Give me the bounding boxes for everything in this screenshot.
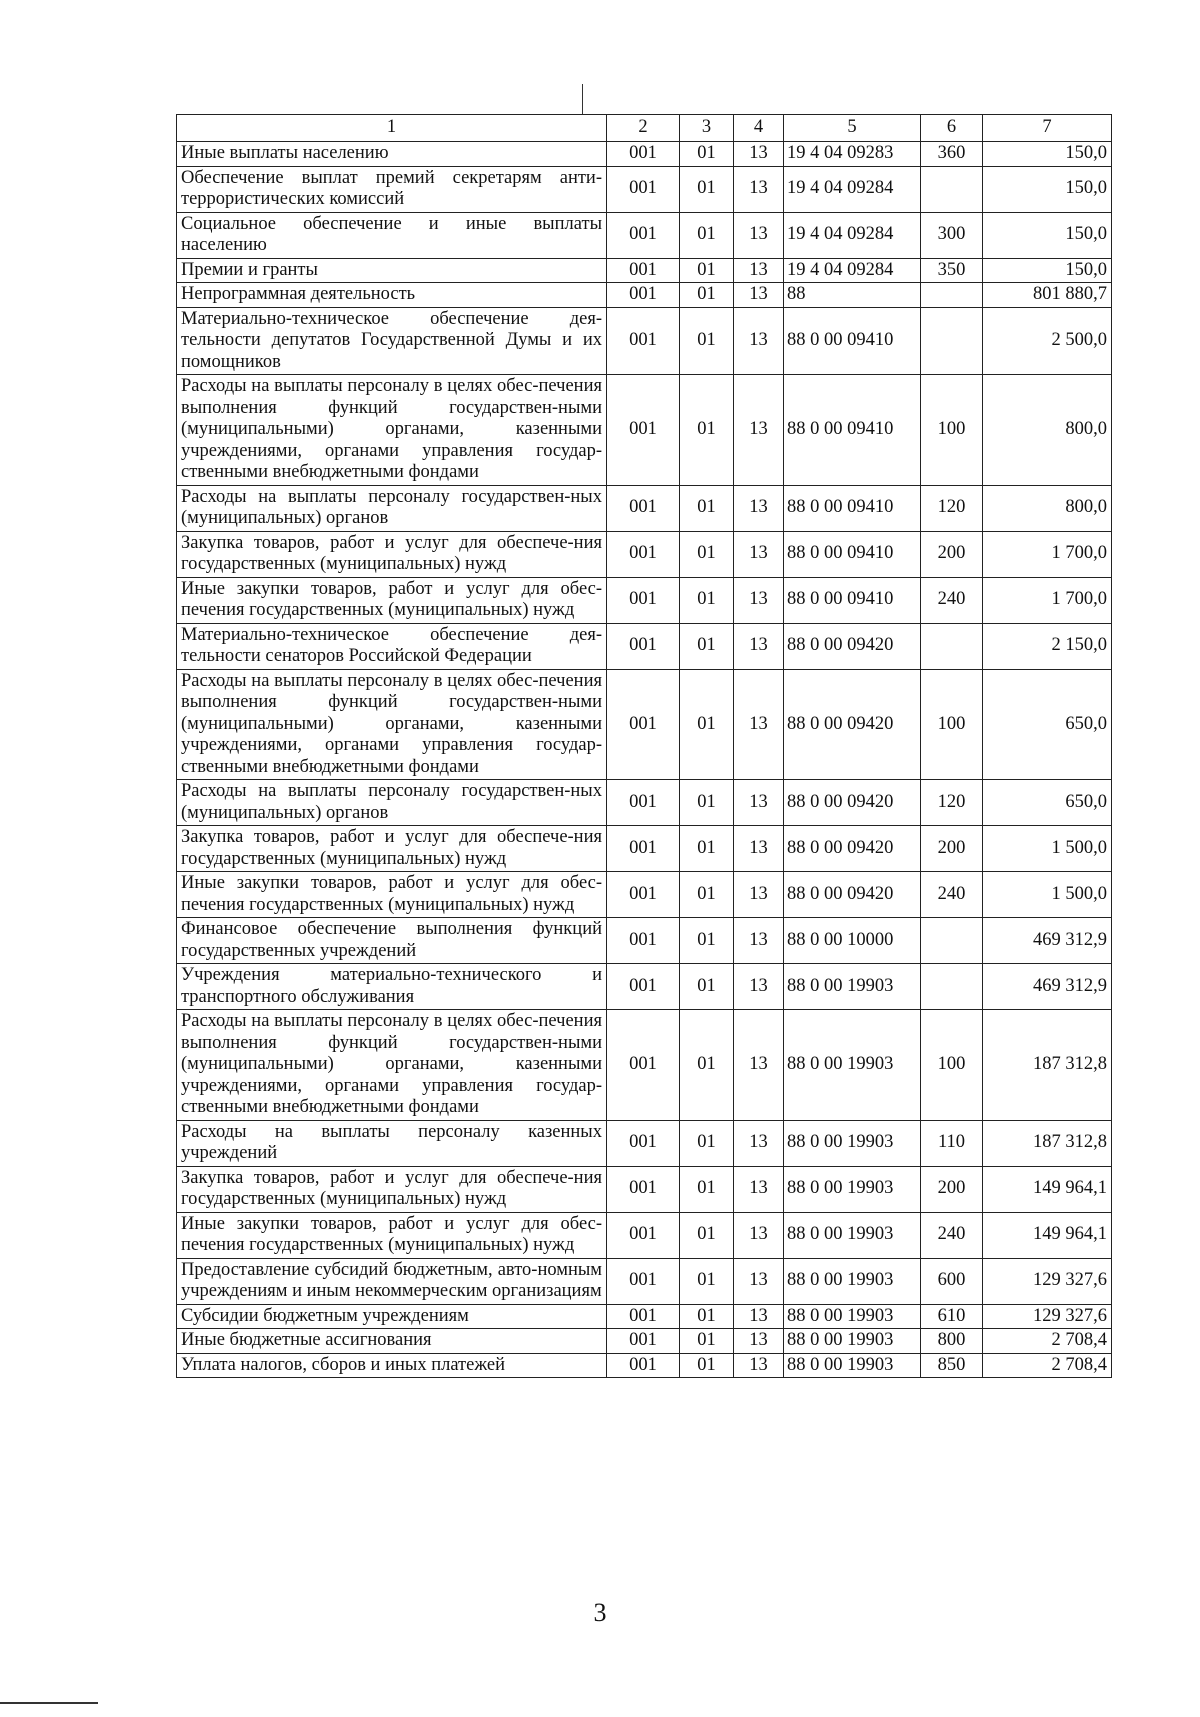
amount: 129 327,6: [983, 1258, 1112, 1304]
subsection-code: 13: [734, 872, 784, 918]
amount: 2 150,0: [983, 623, 1112, 669]
expense-type-code: [921, 166, 983, 212]
amount: 1 500,0: [983, 872, 1112, 918]
ministry-code: 001: [607, 531, 680, 577]
table-row: [177, 1010, 1112, 1121]
target-article-code: 88 0 00 19903: [784, 964, 921, 1010]
row-name: Закупка товаров, работ и услуг для обеспече-ния государственных (муниципальных) нужд: [177, 826, 607, 872]
table-row: [177, 1258, 1112, 1304]
amount: 150,0: [983, 166, 1112, 212]
table-row: [177, 1212, 1112, 1258]
ministry-code: 001: [607, 1010, 680, 1121]
target-article-code: 88 0 00 09420: [784, 669, 921, 780]
section-code: 01: [680, 1212, 734, 1258]
table-row: [177, 1120, 1112, 1166]
section-code: 01: [680, 142, 734, 167]
amount: 187 312,8: [983, 1120, 1112, 1166]
amount: 2 708,4: [983, 1329, 1112, 1354]
amount: 150,0: [983, 212, 1112, 258]
target-article-code: 88 0 00 09420: [784, 623, 921, 669]
subsection-code: 13: [734, 780, 784, 826]
target-article-code: 88 0 00 19903: [784, 1304, 921, 1329]
subsection-code: 13: [734, 1258, 784, 1304]
expense-type-code: 600: [921, 1258, 983, 1304]
ministry-code: 001: [607, 577, 680, 623]
subsection-code: 13: [734, 307, 784, 375]
ministry-code: 001: [607, 258, 680, 283]
target-article-code: 88 0 00 09410: [784, 307, 921, 375]
expense-type-code: 200: [921, 1166, 983, 1212]
row-name: Закупка товаров, работ и услуг для обеспече-ния государственных (муниципальных) нужд: [177, 1166, 607, 1212]
row-name: Непрограммная деятельность: [177, 283, 607, 308]
ministry-code: 001: [607, 1212, 680, 1258]
table-row: [177, 212, 1112, 258]
target-article-code: 88 0 00 09410: [784, 485, 921, 531]
subsection-code: 13: [734, 964, 784, 1010]
row-name: Социальное обеспечение и иные выплаты населению: [177, 212, 607, 258]
target-article-code: 88 0 00 09420: [784, 826, 921, 872]
table-body: [177, 115, 1112, 1378]
section-code: 01: [680, 872, 734, 918]
expense-type-code: 240: [921, 872, 983, 918]
table-row: [177, 1329, 1112, 1354]
subsection-code: 13: [734, 485, 784, 531]
section-code: 01: [680, 1258, 734, 1304]
amount: 1 700,0: [983, 531, 1112, 577]
row-name: Расходы на выплаты персоналу государствен-ных (муниципальных) органов: [177, 780, 607, 826]
subsection-code: 13: [734, 531, 784, 577]
subsection-code: 13: [734, 1166, 784, 1212]
header-cell-5: 5: [784, 115, 921, 142]
target-article-code: 88 0 00 19903: [784, 1353, 921, 1378]
header-cell-4: 4: [734, 115, 784, 142]
expense-type-code: 200: [921, 531, 983, 577]
expense-type-code: 240: [921, 1212, 983, 1258]
table-row: [177, 485, 1112, 531]
subsection-code: 13: [734, 1353, 784, 1378]
ministry-code: 001: [607, 826, 680, 872]
header-cell-1: 1: [177, 115, 607, 142]
subsection-code: 13: [734, 1010, 784, 1121]
target-article-code: 19 4 04 09283: [784, 142, 921, 167]
table-row: [177, 964, 1112, 1010]
subsection-code: 13: [734, 1120, 784, 1166]
subsection-code: 13: [734, 212, 784, 258]
section-code: 01: [680, 531, 734, 577]
row-name: Учреждения материально-технического и транспортного обслуживания: [177, 964, 607, 1010]
expense-type-code: 100: [921, 375, 983, 486]
section-code: 01: [680, 212, 734, 258]
table-row: [177, 142, 1112, 167]
ministry-code: 001: [607, 166, 680, 212]
row-name: Уплата налогов, сборов и иных платежей: [177, 1353, 607, 1378]
expense-type-code: [921, 283, 983, 308]
amount: 2 500,0: [983, 307, 1112, 375]
row-name: Иные бюджетные ассигнования: [177, 1329, 607, 1354]
ministry-code: 001: [607, 485, 680, 531]
subsection-code: 13: [734, 826, 784, 872]
row-name: Расходы на выплаты персоналу в целях обес-печения выполнения функций государствен-ными (муниципальными) органами, казенными учреждениями, органами управления государ-ственными внебюджетными фондами: [177, 375, 607, 486]
ministry-code: 001: [607, 142, 680, 167]
section-code: 01: [680, 1353, 734, 1378]
row-name: Иные выплаты населению: [177, 142, 607, 167]
ministry-code: 001: [607, 1329, 680, 1354]
ministry-code: 001: [607, 872, 680, 918]
subsection-code: 13: [734, 669, 784, 780]
expense-type-code: [921, 623, 983, 669]
table-row: [177, 1353, 1112, 1378]
expense-type-code: 100: [921, 1010, 983, 1121]
subsection-code: 13: [734, 1304, 784, 1329]
expense-type-code: 610: [921, 1304, 983, 1329]
section-code: 01: [680, 964, 734, 1010]
row-name: Иные закупки товаров, работ и услуг для обес-печения государственных (муниципальных) нужд: [177, 1212, 607, 1258]
row-name: Расходы на выплаты персоналу государствен-ных (муниципальных) органов: [177, 485, 607, 531]
ministry-code: 001: [607, 669, 680, 780]
row-name: Расходы на выплаты персоналу казенных учреждений: [177, 1120, 607, 1166]
row-name: Закупка товаров, работ и услуг для обеспече-ния государственных (муниципальных) нужд: [177, 531, 607, 577]
section-code: 01: [680, 1304, 734, 1329]
expense-type-code: 800: [921, 1329, 983, 1354]
expense-type-code: 120: [921, 780, 983, 826]
scan-artifact-bottom: [0, 1702, 98, 1704]
target-article-code: 88 0 00 19903: [784, 1010, 921, 1121]
section-code: 01: [680, 1166, 734, 1212]
subsection-code: 13: [734, 918, 784, 964]
row-name: Иные закупки товаров, работ и услуг для обес-печения государственных (муниципальных) нужд: [177, 872, 607, 918]
target-article-code: 88 0 00 09420: [784, 872, 921, 918]
expense-type-code: 100: [921, 669, 983, 780]
section-code: 01: [680, 1329, 734, 1354]
table-row: [177, 258, 1112, 283]
table-row: [177, 375, 1112, 486]
amount: 800,0: [983, 375, 1112, 486]
target-article-code: 88 0 00 19903: [784, 1329, 921, 1354]
expense-type-code: 360: [921, 142, 983, 167]
target-article-code: 88 0 00 09410: [784, 531, 921, 577]
amount: 150,0: [983, 258, 1112, 283]
target-article-code: 19 4 04 09284: [784, 166, 921, 212]
table-row: [177, 872, 1112, 918]
ministry-code: 001: [607, 623, 680, 669]
target-article-code: 88 0 00 19903: [784, 1212, 921, 1258]
table-row: [177, 826, 1112, 872]
subsection-code: 13: [734, 142, 784, 167]
expense-type-code: 110: [921, 1120, 983, 1166]
table-row: [177, 307, 1112, 375]
amount: 469 312,9: [983, 918, 1112, 964]
target-article-code: 88 0 00 19903: [784, 1120, 921, 1166]
ministry-code: 001: [607, 283, 680, 308]
section-code: 01: [680, 1120, 734, 1166]
header-cell-6: 6: [921, 115, 983, 142]
subsection-code: 13: [734, 577, 784, 623]
target-article-code: 88 0 00 19903: [784, 1166, 921, 1212]
amount: 149 964,1: [983, 1212, 1112, 1258]
subsection-code: 13: [734, 258, 784, 283]
amount: 650,0: [983, 780, 1112, 826]
header-row: [177, 115, 1112, 142]
amount: 650,0: [983, 669, 1112, 780]
target-article-code: 88 0 00 09420: [784, 780, 921, 826]
row-name: Субсидии бюджетным учреждениям: [177, 1304, 607, 1329]
expense-type-code: 200: [921, 826, 983, 872]
amount: 149 964,1: [983, 1166, 1112, 1212]
subsection-code: 13: [734, 283, 784, 308]
expense-type-code: 850: [921, 1353, 983, 1378]
row-name: Материально-техническое обеспечение дея-тельности депутатов Государственной Думы и их помощников: [177, 307, 607, 375]
section-code: 01: [680, 623, 734, 669]
target-article-code: 88 0 00 09410: [784, 577, 921, 623]
ministry-code: 001: [607, 1353, 680, 1378]
section-code: 01: [680, 166, 734, 212]
subsection-code: 13: [734, 1212, 784, 1258]
target-article-code: 88: [784, 283, 921, 308]
amount: 801 880,7: [983, 283, 1112, 308]
expense-type-code: 240: [921, 577, 983, 623]
header-cell-2: 2: [607, 115, 680, 142]
amount: 1 500,0: [983, 826, 1112, 872]
subsection-code: 13: [734, 166, 784, 212]
section-code: 01: [680, 258, 734, 283]
target-article-code: 88 0 00 19903: [784, 1258, 921, 1304]
amount: 469 312,9: [983, 964, 1112, 1010]
row-name: Расходы на выплаты персоналу в целях обес-печения выполнения функций государствен-ными (муниципальными) органами, казенными учреждениями, органами управления государ-ственными внебюджетными фондами: [177, 669, 607, 780]
ministry-code: 001: [607, 375, 680, 486]
table-row: [177, 669, 1112, 780]
section-code: 01: [680, 485, 734, 531]
ministry-code: 001: [607, 307, 680, 375]
ministry-code: 001: [607, 212, 680, 258]
section-code: 01: [680, 780, 734, 826]
scan-artifact-top: [582, 84, 583, 114]
row-name: Финансовое обеспечение выполнения функций государственных учреждений: [177, 918, 607, 964]
target-article-code: 88 0 00 09410: [784, 375, 921, 486]
amount: 2 708,4: [983, 1353, 1112, 1378]
header-cell-3: 3: [680, 115, 734, 142]
row-name: Материально-техническое обеспечение дея-тельности сенаторов Российской Федерации: [177, 623, 607, 669]
table-row: [177, 283, 1112, 308]
section-code: 01: [680, 577, 734, 623]
table-row: [177, 918, 1112, 964]
ministry-code: 001: [607, 1304, 680, 1329]
expense-type-code: [921, 307, 983, 375]
section-code: 01: [680, 826, 734, 872]
row-name: Премии и гранты: [177, 258, 607, 283]
section-code: 01: [680, 1010, 734, 1121]
expense-type-code: 120: [921, 485, 983, 531]
row-name: Иные закупки товаров, работ и услуг для обес-печения государственных (муниципальных) нужд: [177, 577, 607, 623]
ministry-code: 001: [607, 1166, 680, 1212]
amount: 800,0: [983, 485, 1112, 531]
row-name: Предоставление субсидий бюджетным, авто-номным учреждениям и иным некоммерческим организациям: [177, 1258, 607, 1304]
header-cell-7: 7: [983, 115, 1112, 142]
section-code: 01: [680, 283, 734, 308]
amount: 129 327,6: [983, 1304, 1112, 1329]
amount: 1 700,0: [983, 577, 1112, 623]
expense-type-code: [921, 918, 983, 964]
table-row: [177, 1166, 1112, 1212]
ministry-code: 001: [607, 964, 680, 1010]
section-code: 01: [680, 307, 734, 375]
table-row: [177, 1304, 1112, 1329]
expense-type-code: 350: [921, 258, 983, 283]
amount: 187 312,8: [983, 1010, 1112, 1121]
target-article-code: 19 4 04 09284: [784, 212, 921, 258]
ministry-code: 001: [607, 780, 680, 826]
target-article-code: 19 4 04 09284: [784, 258, 921, 283]
budget-table: [176, 114, 1112, 1378]
table-row: [177, 531, 1112, 577]
section-code: 01: [680, 375, 734, 486]
ministry-code: 001: [607, 1258, 680, 1304]
row-name: Расходы на выплаты персоналу в целях обес-печения выполнения функций государствен-ными (муниципальными) органами, казенными учреждениями, органами управления государ-ственными внебюджетными фондами: [177, 1010, 607, 1121]
page-number: 3: [593, 1598, 607, 1627]
table-row: [177, 623, 1112, 669]
subsection-code: 13: [734, 1329, 784, 1354]
section-code: 01: [680, 669, 734, 780]
subsection-code: 13: [734, 623, 784, 669]
table-row: [177, 780, 1112, 826]
subsection-code: 13: [734, 375, 784, 486]
amount: 150,0: [983, 142, 1112, 167]
target-article-code: 88 0 00 10000: [784, 918, 921, 964]
expense-type-code: [921, 964, 983, 1010]
table-row: [177, 166, 1112, 212]
section-code: 01: [680, 918, 734, 964]
table-row: [177, 577, 1112, 623]
ministry-code: 001: [607, 918, 680, 964]
expense-type-code: 300: [921, 212, 983, 258]
ministry-code: 001: [607, 1120, 680, 1166]
row-name: Обеспечение выплат премий секретарям анти-террористических комиссий: [177, 166, 607, 212]
